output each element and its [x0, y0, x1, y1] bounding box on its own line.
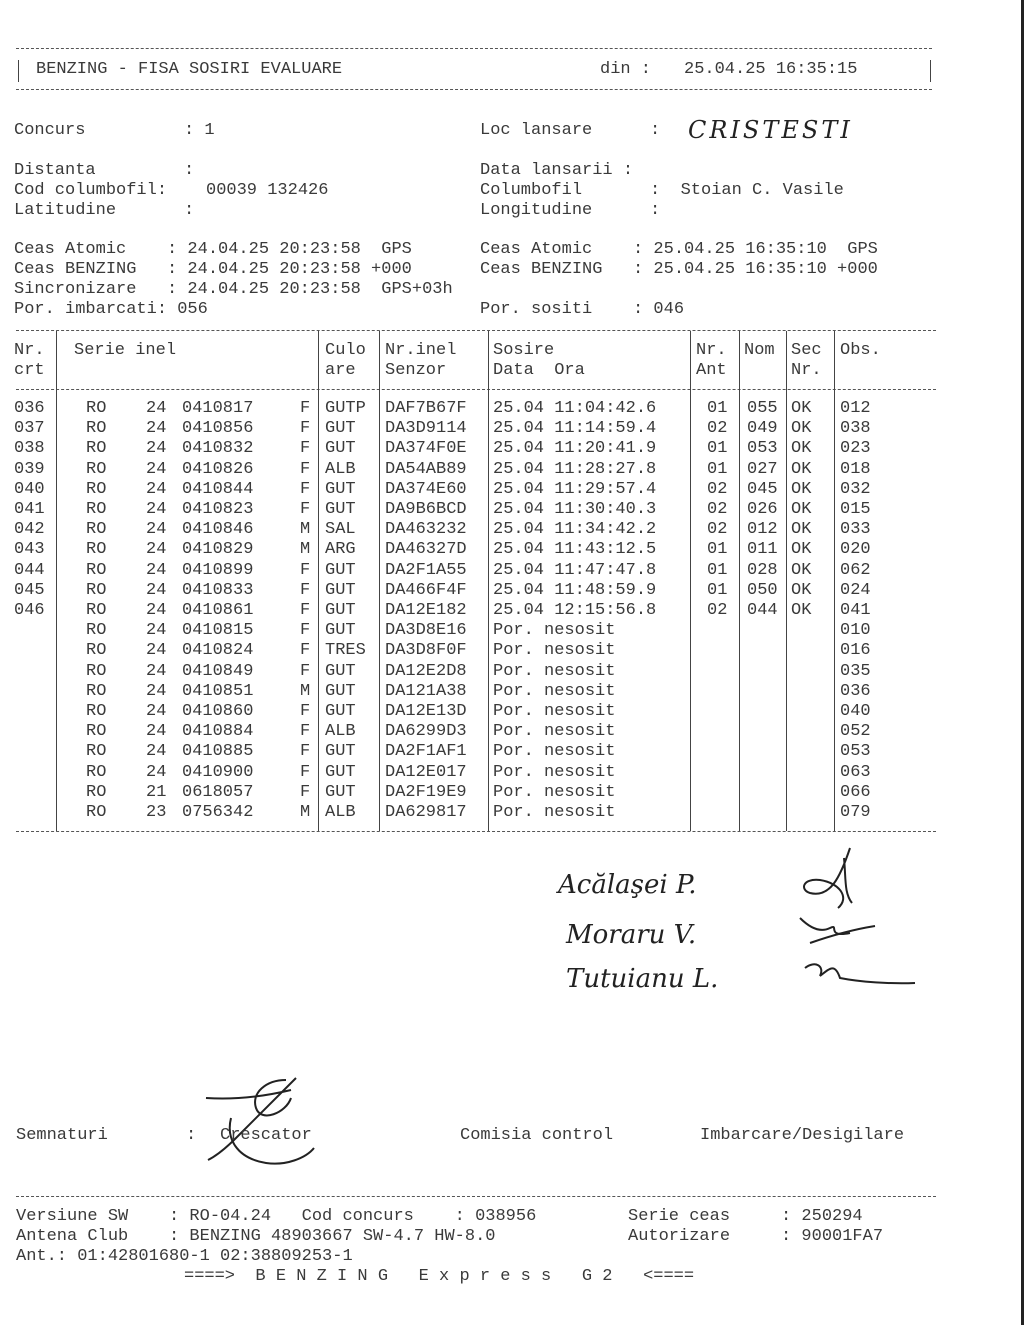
row-antenna: 01	[707, 540, 728, 560]
row-country: RO	[86, 702, 107, 721]
row-ring-number: 0410823	[182, 500, 254, 519]
header-sec-2: Nr.	[791, 361, 822, 380]
row-year: 24	[146, 641, 167, 661]
row-obs: 063	[840, 762, 871, 782]
row-ring-number: 0618057	[182, 782, 254, 802]
row-arrival: Por. nesosit	[493, 722, 616, 742]
row-sensor: DA3D8E16	[385, 621, 467, 641]
row-nom: 050	[747, 580, 778, 600]
row-color: GUT	[325, 560, 356, 580]
row-year: 24	[146, 419, 167, 439]
row-color: GUT	[325, 580, 356, 600]
row-sensor: DA12E13D	[385, 702, 467, 721]
handwritten-name-2: Moraru V.	[566, 920, 697, 950]
row-color: ARG	[325, 540, 356, 560]
row-color: ALB	[325, 459, 356, 479]
row-nom: 027	[747, 459, 778, 479]
row-nom: 045	[747, 479, 778, 499]
columbofil-value: : Stoian C. Vasile	[650, 181, 844, 200]
header-right-border	[930, 60, 931, 82]
row-country: RO	[86, 479, 107, 499]
row-sec: OK	[791, 560, 812, 580]
concurs-label: Concurs	[14, 121, 86, 140]
row-obs: 020	[840, 540, 871, 560]
row-obs: 066	[840, 782, 871, 802]
row-obs: 016	[840, 641, 871, 661]
row-obs: 053	[840, 742, 871, 762]
row-color: GUT	[325, 661, 356, 681]
row-antenna: 02	[707, 500, 728, 519]
row-ring-number: 0410826	[182, 459, 254, 479]
row-sensor: DA629817	[385, 803, 467, 822]
col-divider-nr	[56, 331, 57, 831]
latitudine-label: Latitudine	[14, 201, 117, 220]
row-nr: 046	[14, 601, 45, 620]
imbarcare-desigilare-label: Imbarcare/Desigilare	[700, 1126, 905, 1145]
row-nr: 043	[14, 540, 45, 560]
row-antenna: 02	[707, 419, 728, 439]
header-senzor-2: Senzor	[385, 361, 447, 380]
row-country: RO	[86, 803, 107, 822]
row-ring-number: 0410856	[182, 419, 254, 439]
date-value: 25.04.25 16:35:15	[684, 60, 858, 79]
row-year: 24	[146, 560, 167, 580]
row-nom: 049	[747, 419, 778, 439]
columbofil-label: Columbofil	[480, 181, 583, 200]
row-obs: 041	[840, 601, 871, 620]
row-ring-number: 0410885	[182, 742, 254, 762]
distanta-value: :	[184, 161, 195, 180]
por-sositi: Por. sositi : 046	[480, 300, 685, 319]
footer-line-3: Ant.: 01:42801680-1 02:38809253-1	[16, 1247, 353, 1266]
row-color: GUT	[325, 621, 356, 641]
row-ring-number: 0410829	[182, 540, 254, 560]
row-arrival: 25.04 11:20:41.9	[493, 439, 657, 459]
header-senzor-1: Nr.inel	[385, 341, 457, 360]
row-arrival: 25.04 11:04:42.6	[493, 399, 657, 418]
header-obs: Obs.	[840, 341, 881, 360]
crescator-label: Crescator	[220, 1126, 312, 1145]
row-country: RO	[86, 722, 107, 742]
row-arrival: Por. nesosit	[493, 661, 616, 681]
col-divider-nom	[786, 331, 787, 831]
row-color: GUT	[325, 479, 356, 499]
col-divider-sosire	[690, 331, 691, 831]
row-year: 24	[146, 540, 167, 560]
col-divider-culoare	[379, 331, 380, 831]
row-obs: 038	[840, 419, 871, 439]
distanta-label: Distanta	[14, 161, 96, 180]
row-year: 24	[146, 580, 167, 600]
footer-line-2-left: Antena Club : BENZING 48903667 SW-4.7 HW-8.0	[16, 1227, 496, 1246]
row-ring-number: 0410833	[182, 580, 254, 600]
col-divider-sec	[834, 331, 835, 831]
ceas-benzing-left: Ceas BENZING : 24.04.25 20:23:58 +000	[14, 260, 412, 279]
row-country: RO	[86, 681, 107, 701]
row-country: RO	[86, 500, 107, 519]
signature-commission	[780, 838, 930, 998]
header-left-border	[18, 60, 19, 82]
row-sex: F	[300, 762, 311, 782]
row-sex: F	[300, 722, 311, 742]
row-sex: M	[300, 681, 311, 701]
row-sensor: DA121A38	[385, 681, 467, 701]
signature-crescator	[196, 1068, 326, 1178]
header-ant-2: Ant	[696, 361, 727, 380]
row-arrival: 25.04 11:48:59.9	[493, 580, 657, 600]
row-color: ALB	[325, 803, 356, 822]
row-obs: 012	[840, 399, 871, 418]
row-color: GUT	[325, 681, 356, 701]
row-obs: 033	[840, 520, 871, 540]
row-nr: 040	[14, 479, 45, 499]
row-ring-number: 0410844	[182, 479, 254, 499]
date-label: din :	[600, 60, 652, 79]
row-nom: 011	[747, 540, 778, 560]
row-sec: OK	[791, 601, 812, 620]
col-divider-senzor	[488, 331, 489, 831]
row-antenna: 02	[707, 479, 728, 499]
row-sex: F	[300, 601, 311, 620]
row-sex: F	[300, 641, 311, 661]
row-sex: M	[300, 520, 311, 540]
row-obs: 040	[840, 702, 871, 721]
row-color: ALB	[325, 722, 356, 742]
por-imbarcati: Por. imbarcati: 056	[14, 300, 208, 319]
row-country: RO	[86, 580, 107, 600]
table-bottom-rule	[16, 831, 936, 832]
row-obs: 032	[840, 479, 871, 499]
row-obs: 024	[840, 580, 871, 600]
row-arrival: 25.04 11:47:47.8	[493, 560, 657, 580]
row-obs: 015	[840, 500, 871, 519]
row-country: RO	[86, 782, 107, 802]
header-bottom-rule	[16, 89, 932, 90]
loc-lansare-handwritten: CRISTESTI	[688, 116, 853, 144]
row-nr: 044	[14, 560, 45, 580]
row-nr: 037	[14, 419, 45, 439]
row-sensor: DA466F4F	[385, 580, 467, 600]
row-year: 23	[146, 803, 167, 822]
handwritten-name-1: Acălaşei P.	[558, 870, 697, 900]
row-nom: 053	[747, 439, 778, 459]
row-country: RO	[86, 560, 107, 580]
row-year: 24	[146, 722, 167, 742]
row-nr: 039	[14, 459, 45, 479]
header-sosire-2: Data Ora	[493, 361, 585, 380]
row-obs: 079	[840, 803, 871, 822]
ceas-atomic-right: Ceas Atomic : 25.04.25 16:35:10 GPS	[480, 240, 878, 259]
row-sex: F	[300, 661, 311, 681]
row-color: SAL	[325, 520, 356, 540]
row-country: RO	[86, 540, 107, 560]
row-country: RO	[86, 641, 107, 661]
row-nr: 038	[14, 439, 45, 459]
row-sex: F	[300, 702, 311, 721]
data-lansarii-label: Data lansarii :	[480, 161, 634, 180]
row-antenna: 01	[707, 459, 728, 479]
longitudine-label: Longitudine	[480, 201, 593, 220]
row-year: 24	[146, 520, 167, 540]
header-culoare-2: are	[325, 361, 356, 380]
row-year: 24	[146, 500, 167, 519]
row-sensor: DA12E2D8	[385, 661, 467, 681]
row-obs: 035	[840, 661, 871, 681]
header-nr-crt-2: crt	[14, 361, 45, 380]
row-year: 24	[146, 661, 167, 681]
row-arrival: Por. nesosit	[493, 782, 616, 802]
row-sex: F	[300, 459, 311, 479]
row-sensor: DA2F1AF1	[385, 742, 467, 762]
row-sensor: DA374E60	[385, 479, 467, 499]
concurs-value: : 1	[184, 121, 215, 140]
row-arrival: Por. nesosit	[493, 621, 616, 641]
row-color: GUT	[325, 439, 356, 459]
row-sensor: DA6299D3	[385, 722, 467, 742]
row-antenna: 02	[707, 520, 728, 540]
row-sex: F	[300, 399, 311, 418]
row-sec: OK	[791, 580, 812, 600]
header-culoare-1: Culo	[325, 341, 366, 360]
semnaturi-colon: :	[186, 1126, 197, 1145]
row-nr: 036	[14, 399, 45, 418]
row-nom: 044	[747, 601, 778, 620]
row-ring-number: 0410815	[182, 621, 254, 641]
page-title: BENZING - FISA SOSIRI EVALUARE	[36, 60, 343, 79]
row-country: RO	[86, 742, 107, 762]
header-top-rule	[16, 48, 932, 49]
row-color: GUT	[325, 601, 356, 620]
loc-lansare-label: Loc lansare	[480, 121, 593, 140]
row-ring-number: 0410851	[182, 681, 254, 701]
row-country: RO	[86, 601, 107, 620]
col-divider-ant	[739, 331, 740, 831]
row-sec: OK	[791, 500, 812, 519]
row-sec: OK	[791, 399, 812, 418]
ceas-atomic-left: Ceas Atomic : 24.04.25 20:23:58 GPS	[14, 240, 412, 259]
row-antenna: 02	[707, 601, 728, 620]
row-sensor: DA46327D	[385, 540, 467, 560]
row-arrival: 25.04 11:43:12.5	[493, 540, 657, 560]
row-nom: 012	[747, 520, 778, 540]
row-arrival: Por. nesosit	[493, 681, 616, 701]
row-antenna: 01	[707, 580, 728, 600]
handwritten-name-3: Tutuianu L.	[566, 964, 719, 994]
row-color: GUT	[325, 782, 356, 802]
loc-lansare-colon: :	[650, 121, 661, 140]
sincronizare: Sincronizare : 24.04.25 20:23:58 GPS+03h	[14, 280, 453, 299]
row-sensor: DA463232	[385, 520, 467, 540]
row-obs: 062	[840, 560, 871, 580]
row-year: 21	[146, 782, 167, 802]
row-arrival: 25.04 11:14:59.4	[493, 419, 657, 439]
row-sensor: DA54AB89	[385, 459, 467, 479]
comisia-control-label: Comisia control	[460, 1126, 614, 1145]
row-year: 24	[146, 399, 167, 418]
row-sex: F	[300, 742, 311, 762]
row-nom: 026	[747, 500, 778, 519]
row-sec: OK	[791, 540, 812, 560]
row-country: RO	[86, 661, 107, 681]
row-ring-number: 0756342	[182, 803, 254, 822]
row-sensor: DA374F0E	[385, 439, 467, 459]
row-country: RO	[86, 459, 107, 479]
row-obs: 010	[840, 621, 871, 641]
row-ring-number: 0410861	[182, 601, 254, 620]
row-year: 24	[146, 479, 167, 499]
latitudine-value: :	[184, 201, 195, 220]
row-ring-number: 0410846	[182, 520, 254, 540]
row-ring-number: 0410824	[182, 641, 254, 661]
row-arrival: 25.04 11:34:42.2	[493, 520, 657, 540]
row-country: RO	[86, 762, 107, 782]
cod-columbofil-value: 00039 132426	[206, 181, 329, 200]
row-color: GUTP	[325, 399, 366, 418]
row-year: 24	[146, 702, 167, 721]
row-arrival: 25.04 11:30:40.3	[493, 500, 657, 519]
row-color: GUT	[325, 762, 356, 782]
row-color: GUT	[325, 702, 356, 721]
row-ring-number: 0410884	[182, 722, 254, 742]
row-sex: F	[300, 580, 311, 600]
row-obs: 052	[840, 722, 871, 742]
row-country: RO	[86, 399, 107, 418]
row-ring-number: 0410832	[182, 439, 254, 459]
cod-columbofil-label: Cod columbofil:	[14, 181, 168, 200]
header-sosire-1: Sosire	[493, 341, 555, 360]
row-arrival: 25.04 12:15:56.8	[493, 601, 657, 620]
row-country: RO	[86, 621, 107, 641]
col-divider-serie	[318, 331, 319, 831]
row-nom: 055	[747, 399, 778, 418]
table-top-rule	[16, 330, 936, 331]
row-nr: 045	[14, 580, 45, 600]
row-ring-number: 0410900	[182, 762, 254, 782]
row-ring-number: 0410860	[182, 702, 254, 721]
semnaturi-label: Semnaturi	[16, 1126, 108, 1145]
row-color: TRES	[325, 641, 366, 661]
row-sex: F	[300, 439, 311, 459]
row-arrival: 25.04 11:29:57.4	[493, 479, 657, 499]
footer-line-1-left: Versiune SW : RO-04.24 Cod concurs : 038956	[16, 1207, 537, 1226]
row-sex: F	[300, 479, 311, 499]
footer-banner: ====> B E N Z I N G E x p r e s s G 2 <====	[184, 1267, 695, 1286]
row-sex: F	[300, 560, 311, 580]
row-sensor: DA2F1A55	[385, 560, 467, 580]
row-obs: 023	[840, 439, 871, 459]
row-color: GUT	[325, 500, 356, 519]
row-year: 24	[146, 681, 167, 701]
row-nr: 041	[14, 500, 45, 519]
footer-line-1-right: Serie ceas : 250294	[628, 1207, 863, 1226]
row-ring-number: 0410817	[182, 399, 254, 418]
row-country: RO	[86, 419, 107, 439]
row-antenna: 01	[707, 439, 728, 459]
row-ring-number: 0410899	[182, 560, 254, 580]
row-sec: OK	[791, 439, 812, 459]
row-color: GUT	[325, 742, 356, 762]
row-sensor: DA12E017	[385, 762, 467, 782]
row-year: 24	[146, 621, 167, 641]
row-country: RO	[86, 439, 107, 459]
row-arrival: Por. nesosit	[493, 641, 616, 661]
row-sec: OK	[791, 459, 812, 479]
row-sex: M	[300, 540, 311, 560]
row-sex: F	[300, 500, 311, 519]
row-year: 24	[146, 742, 167, 762]
row-arrival: Por. nesosit	[493, 803, 616, 822]
row-nr: 042	[14, 520, 45, 540]
row-sensor: DA3D8F0F	[385, 641, 467, 661]
row-antenna: 01	[707, 399, 728, 418]
header-sec-1: Sec	[791, 341, 822, 360]
row-nom: 028	[747, 560, 778, 580]
row-sex: M	[300, 803, 311, 822]
row-obs: 018	[840, 459, 871, 479]
header-nom: Nom	[744, 341, 775, 360]
row-sex: F	[300, 419, 311, 439]
row-sensor: DA2F19E9	[385, 782, 467, 802]
row-year: 24	[146, 439, 167, 459]
row-sex: F	[300, 621, 311, 641]
row-obs: 036	[840, 681, 871, 701]
footer-line-2-right: Autorizare : 90001FA7	[628, 1227, 884, 1246]
row-sec: OK	[791, 520, 812, 540]
ceas-benzing-right: Ceas BENZING : 25.04.25 16:35:10 +000	[480, 260, 878, 279]
row-sec: OK	[791, 419, 812, 439]
row-antenna: 01	[707, 560, 728, 580]
row-country: RO	[86, 520, 107, 540]
row-sensor: DAF7B67F	[385, 399, 467, 418]
row-year: 24	[146, 601, 167, 620]
row-sensor: DA3D9114	[385, 419, 467, 439]
header-serie-inel: Serie inel	[74, 341, 177, 360]
row-arrival: Por. nesosit	[493, 702, 616, 721]
table-header-rule	[16, 389, 936, 390]
row-arrival: 25.04 11:28:27.8	[493, 459, 657, 479]
footer-rule	[16, 1196, 936, 1197]
header-nr-crt-1: Nr.	[14, 341, 45, 360]
row-sensor: DA9B6BCD	[385, 500, 467, 519]
row-sec: OK	[791, 479, 812, 499]
header-ant-1: Nr.	[696, 341, 727, 360]
row-ring-number: 0410849	[182, 661, 254, 681]
row-arrival: Por. nesosit	[493, 762, 616, 782]
row-arrival: Por. nesosit	[493, 742, 616, 762]
row-year: 24	[146, 459, 167, 479]
longitudine-value: :	[650, 201, 661, 220]
row-year: 24	[146, 762, 167, 782]
row-sensor: DA12E182	[385, 601, 467, 620]
row-sex: F	[300, 782, 311, 802]
row-color: GUT	[325, 419, 356, 439]
